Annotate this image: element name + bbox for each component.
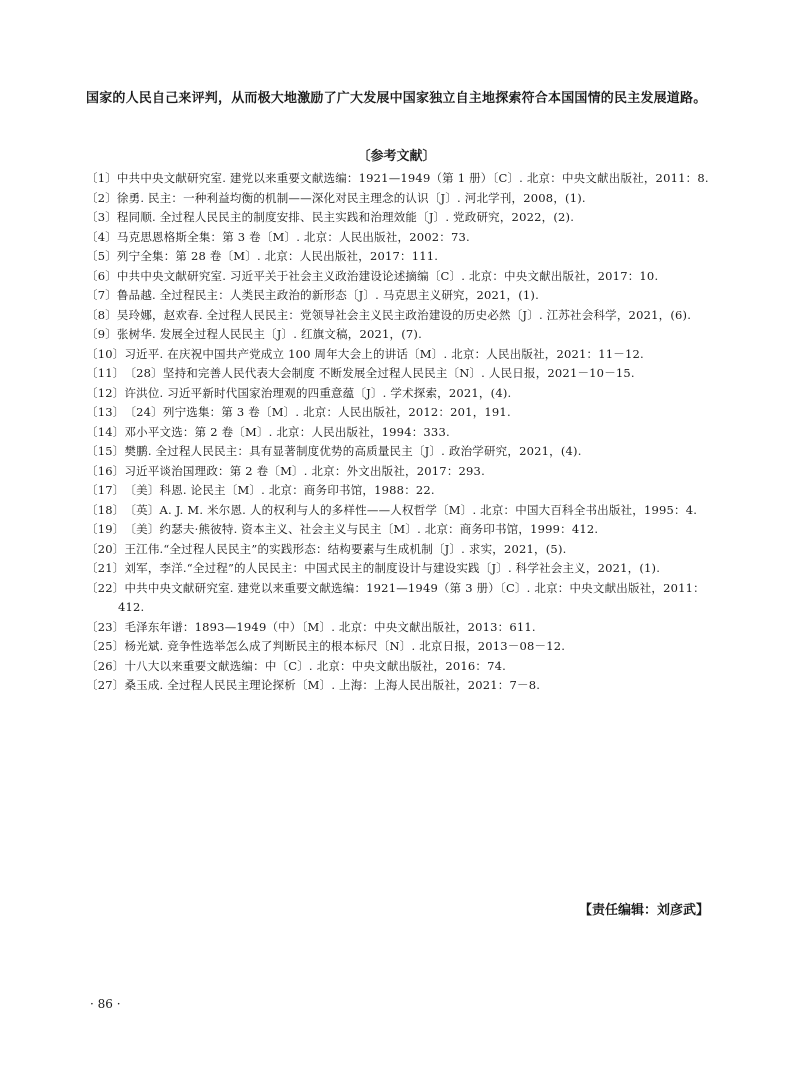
reference-number: 〔9〕	[86, 327, 117, 341]
reference-number: 〔18〕	[86, 502, 125, 517]
reference-item	[86, 228, 714, 248]
references-heading: 〔参考文献〕	[357, 149, 436, 164]
reference-text: 鲁品越. 全过程民主：人类民主政治的新形态〔J〕. 马克思主义研究，2021，(1).	[116, 288, 539, 302]
reference-text: 习近平. 在庆祝中国共产党成立 100 周年大会上的讲话〔M〕. 北京：人民出版社，2021：11－12.	[124, 346, 644, 361]
reference-text: 桑玉成. 全过程人民民主理论探析〔M〕. 上海：上海人民出版社，2021：7－8.	[124, 678, 541, 692]
intro-paragraph: 国家的人民自己来评判，从而极大地激励了广大发展中国家独立自主地探索符合本国国情的民主发展道路。	[86, 91, 707, 106]
reference-number: 〔12〕	[86, 385, 125, 400]
reference-text: 许洪位. 习近平新时代国家治理观的四重意蕴〔J〕. 学术探索，2021，(4).	[124, 385, 512, 400]
reference-item	[86, 559, 714, 579]
reference-text: 十八大以来重要文献选编：中〔C〕. 北京：中央文献出版社，2016：74.	[124, 658, 506, 673]
reference-item	[86, 267, 714, 287]
reference-text: 〔28〕坚持和完善人民代表大会制度 不断发展全过程人民民主〔N〕. 人民日报，2021－10－15.	[124, 366, 635, 380]
reference-number: 〔3〕	[86, 210, 117, 224]
reference-text: 刘军，李洋.“全过程”的人民民主：中国式民主的制度设计与建设实践〔J〕. 科学社会主义，2021，(1).	[124, 561, 661, 575]
reference-text: 张树华. 发展全过程人民民主〔J〕. 红旗文稿，2021，(7).	[116, 327, 422, 341]
reference-item	[86, 520, 714, 540]
reference-number: 〔1〕	[86, 171, 117, 185]
reference-text: 列宁全集：第 28 卷〔M〕. 北京：人民出版社，2017：111.	[116, 249, 439, 263]
reference-item	[86, 540, 714, 560]
reference-item	[86, 189, 714, 209]
reference-number: 〔20〕	[86, 541, 125, 556]
reference-number: 〔5〕	[86, 249, 117, 263]
reference-number: 〔4〕	[86, 229, 117, 244]
reference-number: 〔26〕	[86, 658, 125, 673]
reference-item	[86, 325, 714, 345]
page-number: · 86 ·	[90, 997, 121, 1011]
reference-item	[86, 403, 714, 423]
reference-number: 〔17〕	[86, 483, 125, 497]
reference-text: 王江伟.“全过程人民民主”的实践形态：结构要素与生成机制〔J〕. 求实，2021，(5).	[124, 541, 567, 556]
reference-text: 吴玲娜，赵欢春. 全过程人民民主：党领导社会主义民主政治建设的历史必然〔J〕. 江苏社会科学，2021，(6).	[116, 307, 692, 322]
reference-number: 〔13〕	[86, 405, 125, 419]
reference-item	[86, 676, 714, 696]
reference-item	[86, 286, 714, 306]
reference-text: 毛泽东年谱：1893—1949（中）〔M〕. 北京：中央文献出版社，2013：611.	[124, 619, 536, 634]
reference-text: 程同顺. 全过程人民民主的制度安排、民主实践和治理效能〔J〕. 党政研究，2022，(2).	[116, 210, 575, 224]
reference-item	[86, 384, 714, 404]
reference-number: 〔19〕	[86, 522, 125, 536]
reference-item	[86, 442, 714, 462]
responsible-editor: 【责任编辑：刘彦武】	[578, 903, 709, 918]
reference-text: 〔美〕科恩. 论民主〔M〕. 北京：商务印书馆，1988：22.	[124, 483, 435, 497]
reference-text: 中共中央文献研究室. 建党以来重要文献选编：1921—1949（第 3 册）〔C〕. 北京：中央文献出版社，2011：412.	[118, 580, 705, 614]
reference-item	[86, 618, 714, 638]
reference-number: 〔25〕	[86, 639, 125, 653]
reference-number: 〔21〕	[86, 561, 125, 575]
reference-text: 马克思恩格斯全集：第 3 卷〔M〕. 北京：人民出版社，2002：73.	[116, 229, 470, 244]
reference-item	[86, 481, 714, 501]
reference-text: 〔英〕A. J. M. 米尔恩. 人的权利与人的多样性——人权哲学〔M〕. 北京：中国大百科全书出版社，1995：4.	[124, 502, 698, 517]
reference-text: 中共中央文献研究室. 习近平关于社会主义政治建设论述摘编〔C〕. 北京：中央文献出版社，2017：10.	[116, 268, 659, 283]
reference-item	[86, 579, 714, 618]
reference-item	[86, 364, 714, 384]
reference-item	[86, 637, 714, 657]
reference-number: 〔11〕	[86, 366, 125, 380]
reference-text: 邓小平文选：第 2 卷〔M〕. 北京：人民出版社，1994：333.	[124, 424, 450, 439]
reference-item	[86, 306, 714, 326]
reference-item	[86, 462, 714, 482]
reference-number: 〔22〕	[86, 580, 125, 595]
reference-number: 〔10〕	[86, 346, 125, 361]
reference-number: 〔2〕	[86, 190, 117, 205]
reference-number: 〔16〕	[86, 463, 125, 478]
reference-text: 〔24〕列宁选集：第 3 卷〔M〕. 北京：人民出版社，2012：201，191.	[124, 405, 511, 419]
reference-text: 中共中央文献研究室. 建党以来重要文献选编：1921—1949（第 1 册）〔C〕. 北京：中央文献出版社，2011：8.	[116, 171, 709, 185]
reference-item	[86, 345, 714, 365]
reference-number: 〔15〕	[86, 444, 125, 458]
reference-text: 习近平谈治国理政：第 2 卷〔M〕. 北京：外文出版社，2017：293.	[124, 463, 485, 478]
reference-text: 杨光斌. 竞争性选举怎么成了判断民主的根本标尺〔N〕. 北京日报，2013－08－12.	[124, 639, 566, 653]
reference-item	[86, 423, 714, 443]
reference-number: 〔6〕	[86, 268, 117, 283]
reference-item	[86, 657, 714, 677]
reference-text: 樊鹏. 全过程人民民主：具有显著制度优势的高质量民主〔J〕. 政治学研究，2021，(4).	[124, 444, 582, 458]
reference-number: 〔8〕	[86, 307, 117, 322]
reference-number: 〔23〕	[86, 619, 125, 634]
reference-item	[86, 247, 714, 267]
reference-item	[86, 169, 714, 189]
reference-number: 〔27〕	[86, 678, 125, 692]
reference-number: 〔14〕	[86, 424, 125, 439]
reference-number: 〔7〕	[86, 288, 117, 302]
reference-text: 〔美〕约瑟夫·熊彼特. 资本主义、社会主义与民主〔M〕. 北京：商务印书馆，1999：412.	[124, 522, 599, 536]
references-list	[86, 169, 714, 696]
reference-text: 徐勇. 民主：一种利益均衡的机制——深化对民主理念的认识〔J〕. 河北学刊，2008，(1).	[116, 190, 586, 205]
reference-item	[86, 208, 714, 228]
reference-item	[86, 501, 714, 521]
